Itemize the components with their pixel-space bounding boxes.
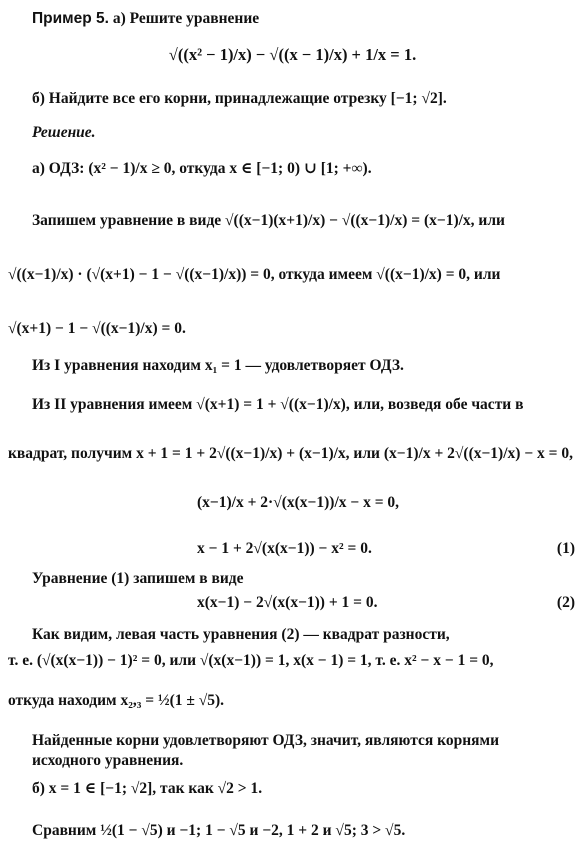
difference-square-line: Как видим, левая часть уравнения (2) — квадрат разности,: [32, 626, 450, 643]
odz-line: а) ОДЗ: (x² − 1)/x ≥ 0, откуда x ∈ [−1; 0) ∪ [1; +∞).: [32, 160, 372, 177]
main-equation: √((x² − 1)/x) − √((x − 1)/x) + 1/x = 1.: [168, 45, 417, 64]
quadratic-line: т. е. (√(x(x−1)) − 1)² = 0, или √(x(x−1)) = 1, x(x − 1) = 1, т. е. x² − x − 1 = 0,: [8, 652, 494, 669]
solution-heading: Решение.: [32, 124, 96, 141]
roots-valid-line: Найденные корни удовлетворяют ОДЗ, значит, являются корнями: [32, 732, 500, 749]
equation-number-1: (1): [556, 540, 575, 557]
example-label: Пример 5.: [32, 10, 109, 27]
equation-number-2: (2): [556, 594, 575, 611]
square-line: квадрат, получим x + 1 = 1 + 2√((x−1)/x) + (x−1)/x, или (x−1)/x + 2√((x−1)/x) − x = 0,: [8, 445, 573, 462]
roots-line: откуда находим x₂,₃ = ½(1 ± √5).: [8, 692, 225, 709]
task-b-text: б) Найдите все его корни, принадлежащие отрезку [−1; √2].: [32, 90, 447, 107]
factor-line: √((x−1)/x) · (√(x+1) − 1 − √((x−1)/x)) = 0, откуда имеем √((x−1)/x) = 0, или: [8, 266, 501, 283]
part-b-line: б) x = 1 ∈ [−1; √2], так как √2 > 1.: [32, 780, 263, 797]
example-header: [32, 10, 259, 27]
compare-line: Сравним ½(1 − √5) и −1; 1 − √5 и −2, 1 + 2 и √5; 3 > √5.: [32, 822, 406, 839]
transform-line: (x−1)/x + 2·√(x(x−1))/x − x = 0,: [197, 494, 400, 511]
original-equation-line: исходного уравнения.: [32, 752, 184, 769]
equation-1: x − 1 + 2√(x(x−1)) − x² = 0.: [197, 540, 372, 557]
second-factor-line: √(x+1) − 1 − √((x−1)/x) = 0.: [8, 320, 186, 337]
task-a-text: а) Решите уравнение: [112, 10, 260, 27]
first-root-line: Из I уравнения находим x₁ = 1 — удовлетворяет ОДЗ.: [32, 357, 404, 374]
equation-2: x(x−1) − 2√(x(x−1)) + 1 = 0.: [197, 594, 378, 611]
second-equation-line: Из II уравнения имеем √(x+1) = 1 + √((x−1)/x), или, возведя обе части в: [32, 396, 524, 413]
rewrite-1-line: Уравнение (1) запишем в виде: [32, 570, 244, 587]
rewrite-line: Запишем уравнение в виде √((x−1)(x+1)/x) − √((x−1)/x) = (x−1)/x, или: [32, 212, 505, 229]
